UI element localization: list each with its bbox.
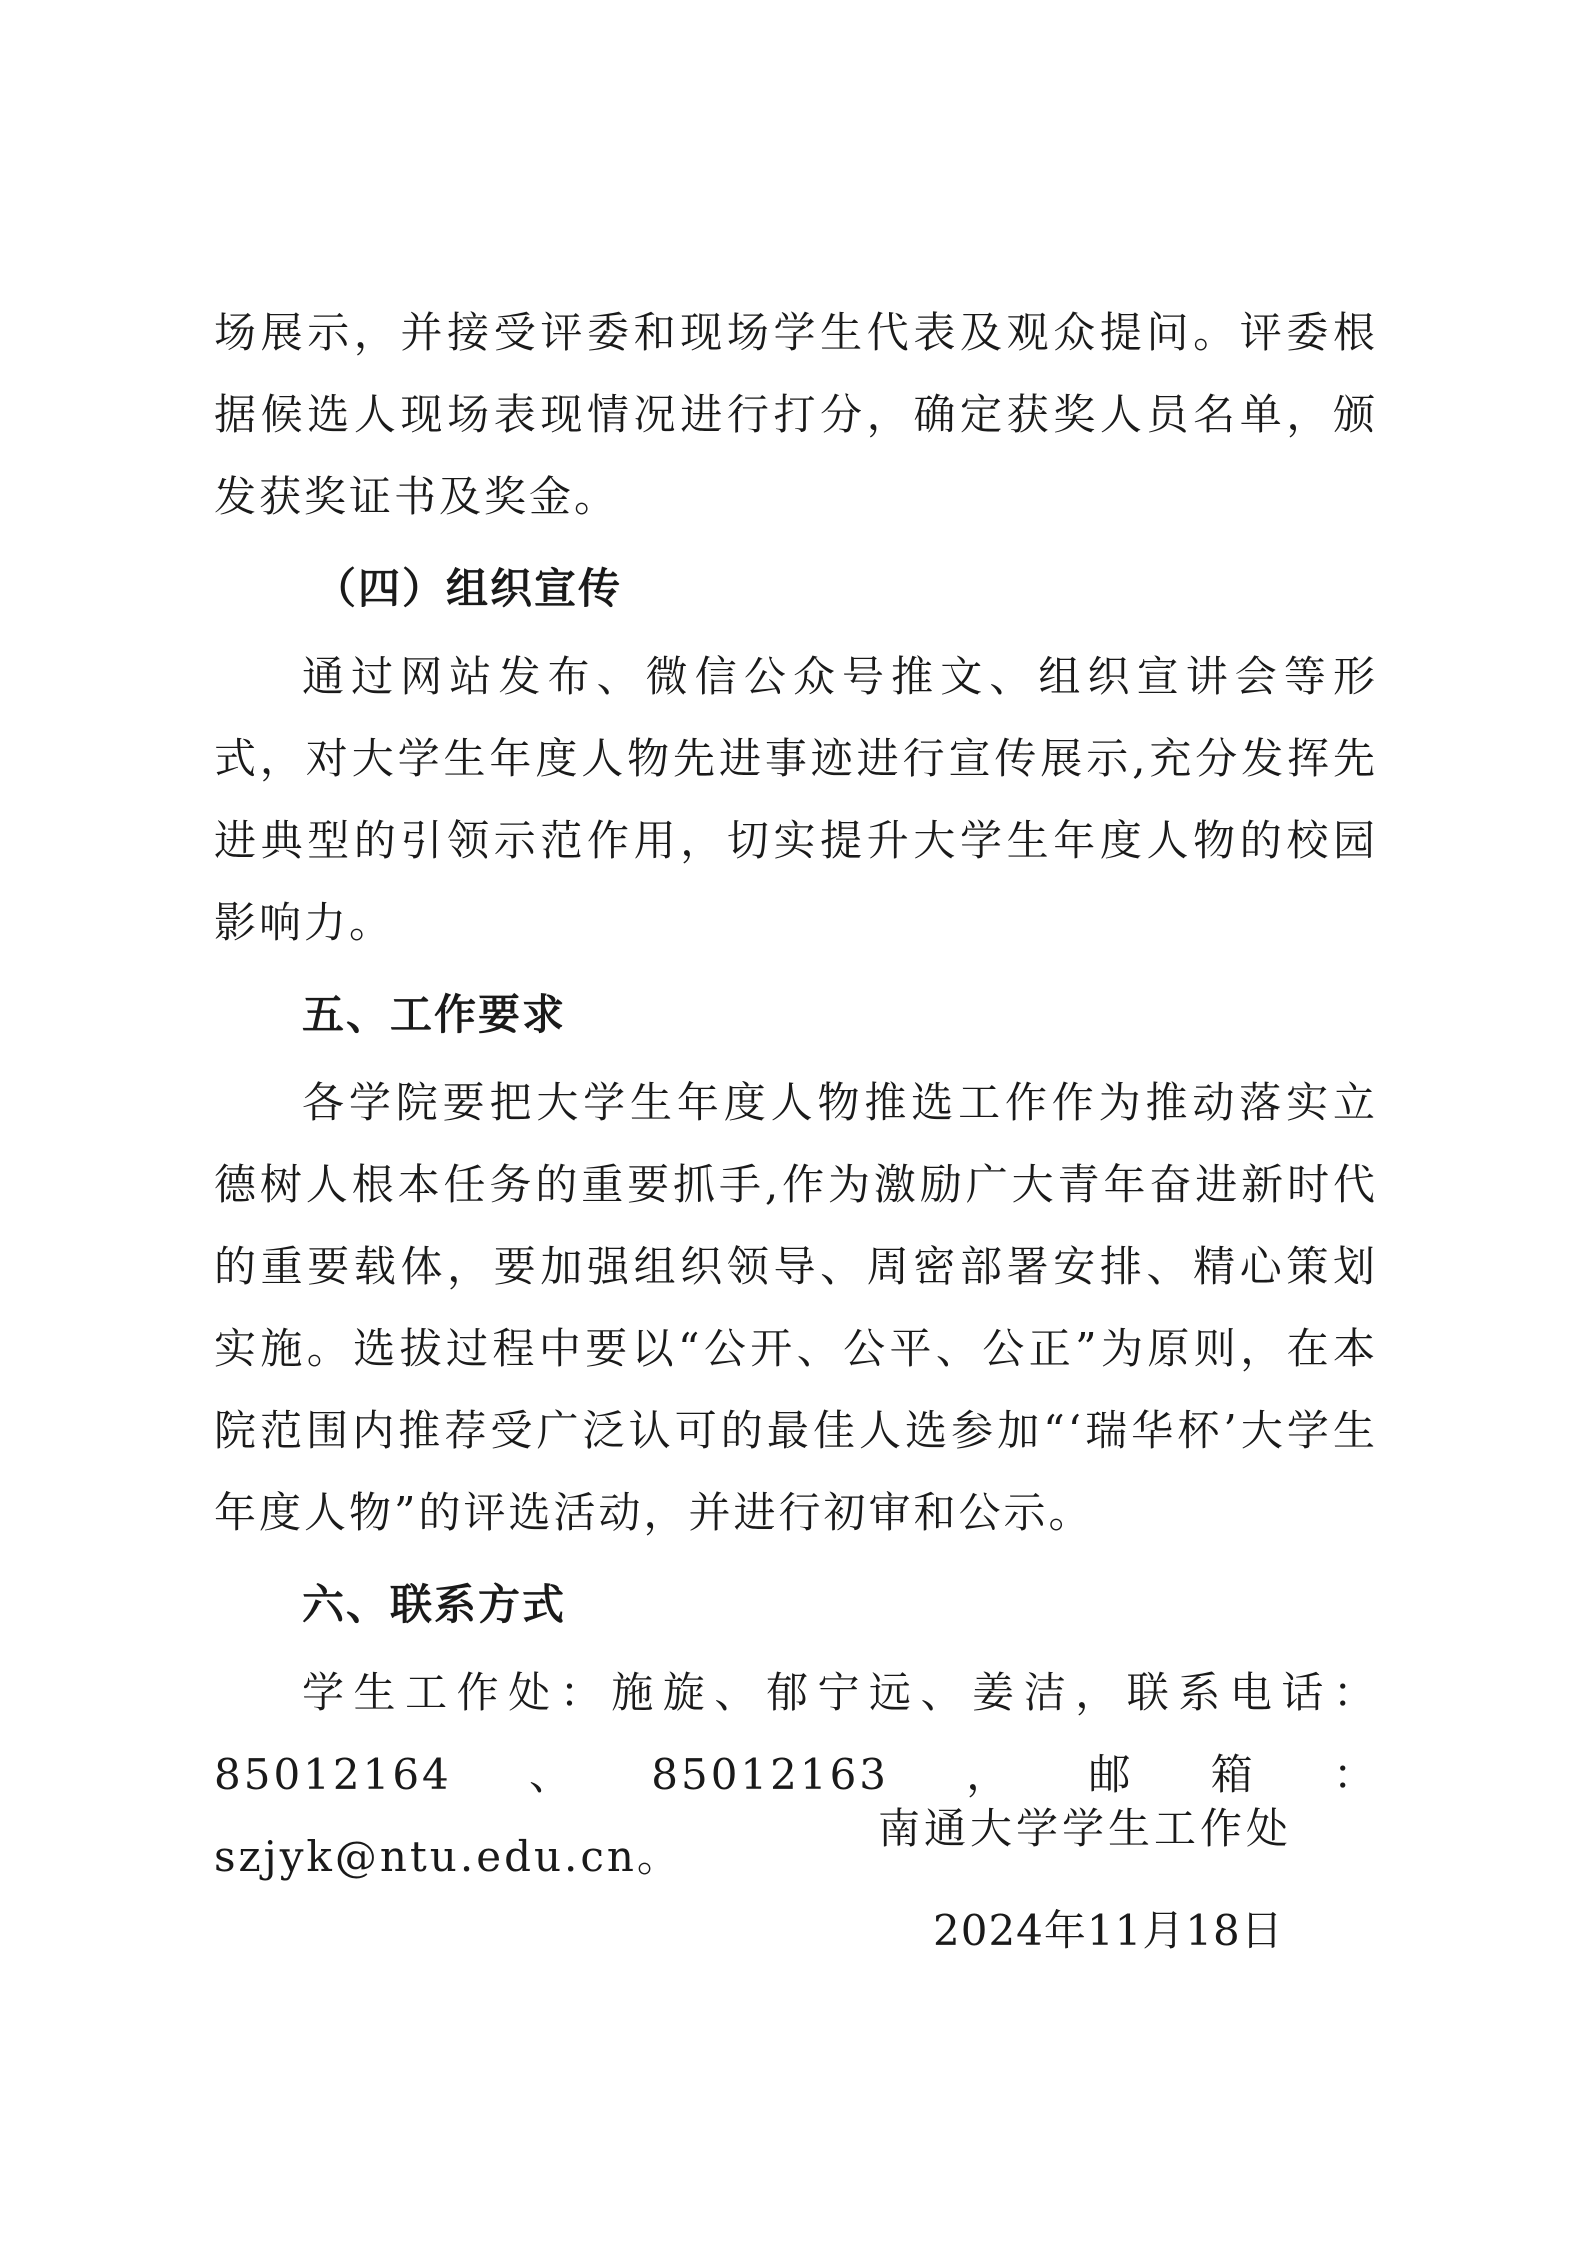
document-body [214,292,1378,1898]
signature-date: 2024年11月18日 [933,1906,1284,1955]
paragraph-judging: 场展示，并接受评委和现场学生代表及观众提问。评委根据候选人现场表现情况进行打分，确定获奖人员名单，颁发获奖证书及奖金。 [214,308,1378,521]
paragraph-contact: 学生工作处：施旋、郁宁远、姜洁，联系电话：85012164、85012163，邮箱：szjyk@ntu.edu.cn。 [214,1668,1378,1881]
section-heading-publicity: （四）组织宣传 [314,564,623,613]
paragraph-publicity: 通过网站发布、微信公众号推文、组织宣讲会等形式，对大学生年度人物先进事迹进行宣传展示,充分发挥先进典型的引领示范作用，切实提升大学生年度人物的校园影响力。 [214,652,1378,947]
paragraph-requirements: 各学院要把大学生年度人物推选工作作为推动落实立德树人根本任务的重要抓手,作为激励广大青年奋进新时代的重要载体，要加强组织领导、周密部署安排、精心策划实施。选拔过程中要以“公开、公平、公正”为原则，在本院范围内推荐受广泛认可的最佳人选参加“‘瑞华杯’大学生年度人物”的评选活动，并进行初审和公示。 [214,1078,1378,1537]
section-heading-requirements: 五、工作要求 [302,990,567,1039]
signature-organization: 南通大学学生工作处 [878,1804,1293,1853]
section-heading-contact: 六、联系方式 [302,1580,567,1629]
